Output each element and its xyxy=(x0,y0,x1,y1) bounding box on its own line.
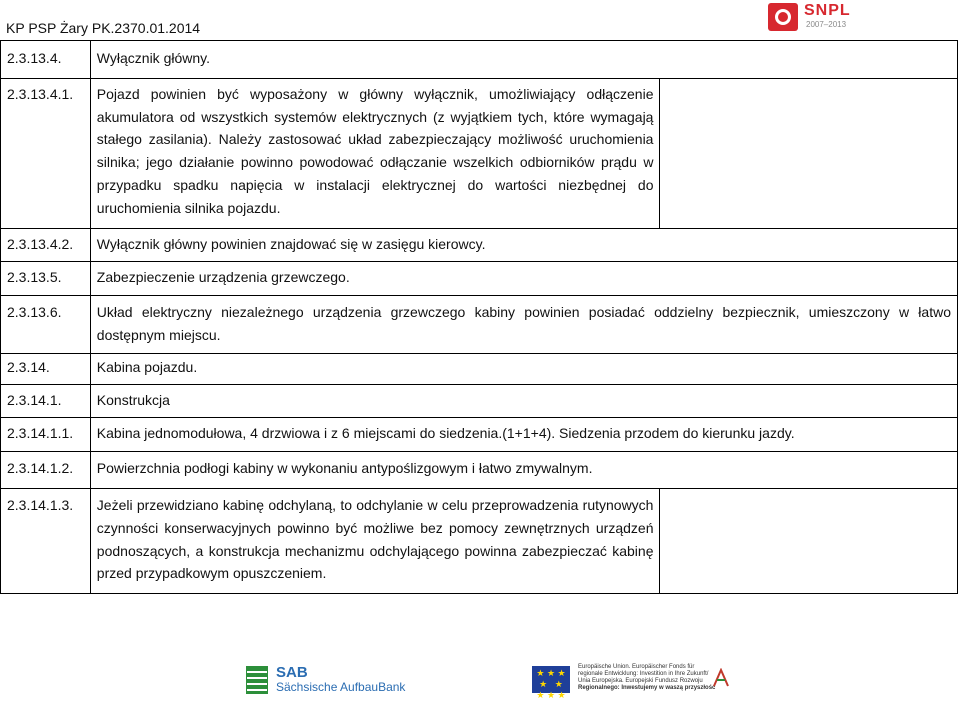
snpl-logo-text: SNPL xyxy=(804,2,851,19)
row-number: 2.3.14.1.1. xyxy=(1,418,91,452)
empty-cell xyxy=(660,78,958,228)
table-row xyxy=(1,78,958,228)
empty-cell xyxy=(660,488,958,593)
table-row xyxy=(1,353,958,384)
row-number: 2.3.13.4.1. xyxy=(1,78,91,228)
table-row xyxy=(1,41,958,79)
specification-table xyxy=(0,40,958,594)
sab-logo-title: SAB xyxy=(276,664,308,681)
table-row xyxy=(1,418,958,452)
row-text: Kabina pojazdu. xyxy=(90,353,957,384)
table-row xyxy=(1,488,958,593)
snpl-logo-years: 2007–2013 xyxy=(806,20,847,29)
table-row xyxy=(1,228,958,262)
saxony-flag-icon xyxy=(246,666,268,694)
table-row xyxy=(1,262,958,296)
row-number: 2.3.13.6. xyxy=(1,296,91,354)
row-number: 2.3.13.5. xyxy=(1,262,91,296)
table-row xyxy=(1,296,958,354)
document-reference: KP PSP Żary PK.2370.01.2014 xyxy=(6,20,201,36)
snpl-logo xyxy=(768,2,854,32)
row-text: Konstrukcja xyxy=(90,384,957,418)
row-text: Pojazd powinien być wyposażony w główny wyłącznik, umożliwiający odłączenie akumulatora od wszystkich systemów elektrycznych (z wyjątkiem tych, które wymagają stałego zasilania). Należy zastosować układ zabezpieczający możliwość uruchomienia silnika; jego działanie powinno powodować odłączanie wszelkich odbiorników prądu w przypadku spadku napięcia w instalacji elektrycznej do wartości niezbędnej do uruchomienia silnika pojazdu. xyxy=(90,78,660,228)
row-text: Wyłącznik główny. xyxy=(90,41,957,79)
row-number: 2.3.14. xyxy=(1,353,91,384)
row-number: 2.3.14.1.3. xyxy=(1,488,91,593)
row-number: 2.3.14.1. xyxy=(1,384,91,418)
eu-flag-icon: ★ ★ ★ ★ ★ ★ ★ ★ xyxy=(532,666,570,693)
row-text: Jeżeli przewidziano kabinę odchylaną, to odchylanie w celu przeprowadzenia rutynowych czynności konserwacyjnych powinno być możliwe bez pomocy zewnętrznych urządzeń podnoszących, a konstrukcja mechanizmu odchylającego powinna zabezpieczać kabinę przed przypadkowym opuszczeniem. xyxy=(90,488,660,593)
row-number: 2.3.14.1.2. xyxy=(1,452,91,489)
row-number: 2.3.13.4.2. xyxy=(1,228,91,262)
sab-logo-subtitle: Sächsische AufbauBank xyxy=(276,680,406,694)
eu-text-line: Regionalnego: Inwestujemy w waszą przyszłość xyxy=(578,685,716,691)
table-row xyxy=(1,452,958,489)
row-text: Powierzchnia podłogi kabiny w wykonaniu antypoślizgowym i łatwo zmywalnym. xyxy=(90,452,957,489)
eu-text-line: Europäische Union. Europäischer Fonds für xyxy=(578,664,695,670)
row-number: 2.3.13.4. xyxy=(1,41,91,79)
eu-text-line: Unia Europejska. Europejski Fundusz Rozwoju xyxy=(578,678,703,684)
row-text: Zabezpieczenie urządzenia grzewczego. xyxy=(90,262,957,296)
row-text: Kabina jednomodułowa, 4 drzwiowa i z 6 miejscami do siedzenia.(1+1+4). Siedzenia przodem do kierunku jazdy. xyxy=(90,418,957,452)
row-text: Wyłącznik główny powinien znajdować się w zasięgu kierowcy. xyxy=(90,228,957,262)
snpl-logo-icon xyxy=(768,3,798,31)
eu-text-line: regionale Entwicklung: Investition in Ihre Zukunft/ xyxy=(578,671,709,677)
footer-logos xyxy=(0,660,960,701)
eu-funding-text xyxy=(578,664,728,692)
eu-program-icon xyxy=(712,668,730,688)
table-row xyxy=(1,384,958,418)
row-text: Układ elektryczny niezależnego urządzenia grzewczego kabiny powinien posiadać oddzielny bezpiecznik, umieszczony w łatwo dostępnym miejscu. xyxy=(90,296,957,354)
